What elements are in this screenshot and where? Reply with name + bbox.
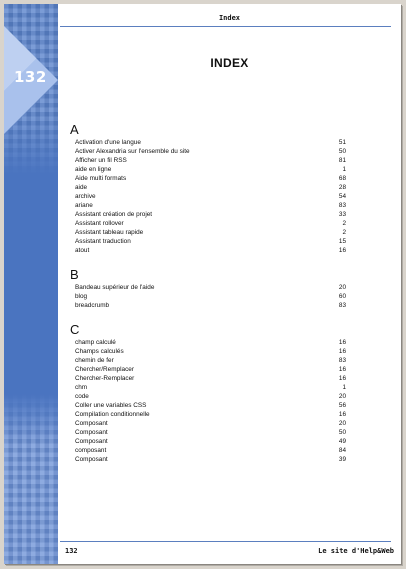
entry-term: Composant bbox=[75, 456, 108, 463]
entry-page-number: 28 bbox=[338, 184, 346, 191]
entry-page-number: 16 bbox=[338, 339, 346, 346]
header-rule bbox=[60, 26, 391, 27]
index-entry bbox=[70, 219, 346, 228]
entry-term: aide bbox=[75, 184, 88, 191]
index-entry bbox=[70, 210, 346, 219]
index-entry bbox=[70, 455, 346, 464]
entry-page-number: 50 bbox=[338, 148, 346, 155]
entry-term: Activation d'une langue bbox=[75, 139, 141, 146]
index-entry bbox=[70, 301, 346, 310]
entry-term: composant bbox=[75, 447, 107, 454]
index-entry bbox=[70, 201, 346, 210]
index-entry bbox=[70, 192, 346, 201]
entry-term: Assistant traduction bbox=[75, 238, 131, 245]
footer-rule bbox=[60, 541, 391, 542]
index-entry bbox=[70, 401, 346, 410]
index-entry bbox=[70, 392, 346, 401]
index-entry bbox=[70, 283, 346, 292]
section-letter: C bbox=[70, 322, 80, 337]
page-title: INDEX bbox=[210, 56, 249, 70]
entry-term: Bandeau supérieur de l'aide bbox=[75, 284, 155, 291]
entry-term: Activer Alexandria sur l'ensemble du site bbox=[75, 148, 190, 155]
index-entry bbox=[70, 347, 346, 356]
index-section bbox=[70, 322, 346, 464]
index-entry bbox=[70, 437, 346, 446]
entry-page-number: 20 bbox=[338, 393, 346, 400]
entry-page-number: 1 bbox=[342, 166, 346, 173]
entry-page-number: 1 bbox=[342, 384, 346, 391]
index-entry bbox=[70, 147, 346, 156]
index-entry bbox=[70, 383, 346, 392]
entry-page-number: 16 bbox=[338, 375, 346, 382]
entry-page-number: 20 bbox=[338, 284, 346, 291]
entry-page-number: 68 bbox=[338, 175, 346, 182]
entry-page-number: 83 bbox=[338, 302, 346, 309]
entry-term: Compilation conditionnelle bbox=[75, 411, 150, 418]
entry-term: Composant bbox=[75, 438, 108, 445]
entry-term: Composant bbox=[75, 429, 108, 436]
index-entry bbox=[70, 174, 346, 183]
footer-site-name: Le site d'Help&Web bbox=[318, 547, 394, 555]
entry-page-number: 54 bbox=[338, 193, 346, 200]
entry-page-number: 16 bbox=[338, 247, 346, 254]
entry-page-number: 39 bbox=[338, 456, 346, 463]
index-entry bbox=[70, 338, 346, 347]
footer-page-number: 132 bbox=[65, 547, 78, 555]
index-entry bbox=[70, 356, 346, 365]
entry-term: Composant bbox=[75, 420, 108, 427]
index-entry bbox=[70, 228, 346, 237]
index-entry bbox=[70, 138, 346, 147]
section-letter: A bbox=[70, 122, 79, 137]
entry-page-number: 16 bbox=[338, 411, 346, 418]
entry-term: breadcrumb bbox=[75, 302, 110, 309]
entry-page-number: 2 bbox=[342, 220, 346, 227]
entry-page-number: 20 bbox=[338, 420, 346, 427]
index-entry bbox=[70, 183, 346, 192]
entry-page-number: 60 bbox=[338, 293, 346, 300]
page-number-badge: 132 bbox=[14, 68, 47, 86]
entry-term: Chercher/Remplacer bbox=[75, 366, 134, 373]
entry-page-number: 15 bbox=[338, 238, 346, 245]
section-letter: B bbox=[70, 267, 79, 282]
entry-term: blog bbox=[75, 293, 88, 300]
index-entry bbox=[70, 374, 346, 383]
sidebar-mosaic-bottom bbox=[4, 394, 58, 564]
index-entry bbox=[70, 165, 346, 174]
running-header: Index bbox=[218, 14, 241, 22]
entry-page-number: 51 bbox=[338, 139, 346, 146]
entry-term: chemin de fer bbox=[75, 357, 114, 364]
entry-page-number: 16 bbox=[338, 348, 346, 355]
index-entry bbox=[70, 292, 346, 301]
index-entry bbox=[70, 246, 346, 255]
index-entry bbox=[70, 419, 346, 428]
entry-page-number: 84 bbox=[338, 447, 346, 454]
index-entry bbox=[70, 446, 346, 455]
entry-term: Champs calculés bbox=[75, 348, 124, 355]
document-page bbox=[4, 4, 401, 564]
entry-term: champ calculé bbox=[75, 339, 116, 346]
index-entry bbox=[70, 410, 346, 419]
entry-term: Assistant rollover bbox=[75, 220, 124, 227]
index-list bbox=[70, 122, 346, 464]
index-section bbox=[70, 122, 346, 255]
entry-page-number: 2 bbox=[342, 229, 346, 236]
entry-term: Assistant création de projet bbox=[75, 211, 153, 218]
entry-term: Aide multi formats bbox=[75, 175, 127, 182]
index-entry bbox=[70, 156, 346, 165]
entry-page-number: 83 bbox=[338, 202, 346, 209]
entry-term: Chercher-Remplacer bbox=[75, 375, 135, 382]
sidebar-band bbox=[4, 4, 58, 564]
entry-term: Afficher un fil RSS bbox=[75, 157, 127, 164]
entry-term: code bbox=[75, 393, 89, 400]
entry-page-number: 49 bbox=[338, 438, 346, 445]
entry-term: chm bbox=[75, 384, 88, 391]
entry-term: Assistant tableau rapide bbox=[75, 229, 144, 236]
index-entry bbox=[70, 237, 346, 246]
entry-term: Coller une variables CSS bbox=[75, 402, 147, 409]
entry-page-number: 81 bbox=[338, 157, 346, 164]
index-entry bbox=[70, 365, 346, 374]
index-section bbox=[70, 267, 346, 310]
entry-page-number: 50 bbox=[338, 429, 346, 436]
entry-page-number: 56 bbox=[338, 402, 346, 409]
entry-term: ariane bbox=[75, 202, 93, 209]
index-entry bbox=[70, 428, 346, 437]
entry-page-number: 83 bbox=[338, 357, 346, 364]
entry-page-number: 33 bbox=[338, 211, 346, 218]
entry-term: archive bbox=[75, 193, 96, 200]
entry-page-number: 16 bbox=[338, 366, 346, 373]
entry-term: atout bbox=[75, 247, 90, 254]
entry-term: aide en ligne bbox=[75, 166, 112, 173]
